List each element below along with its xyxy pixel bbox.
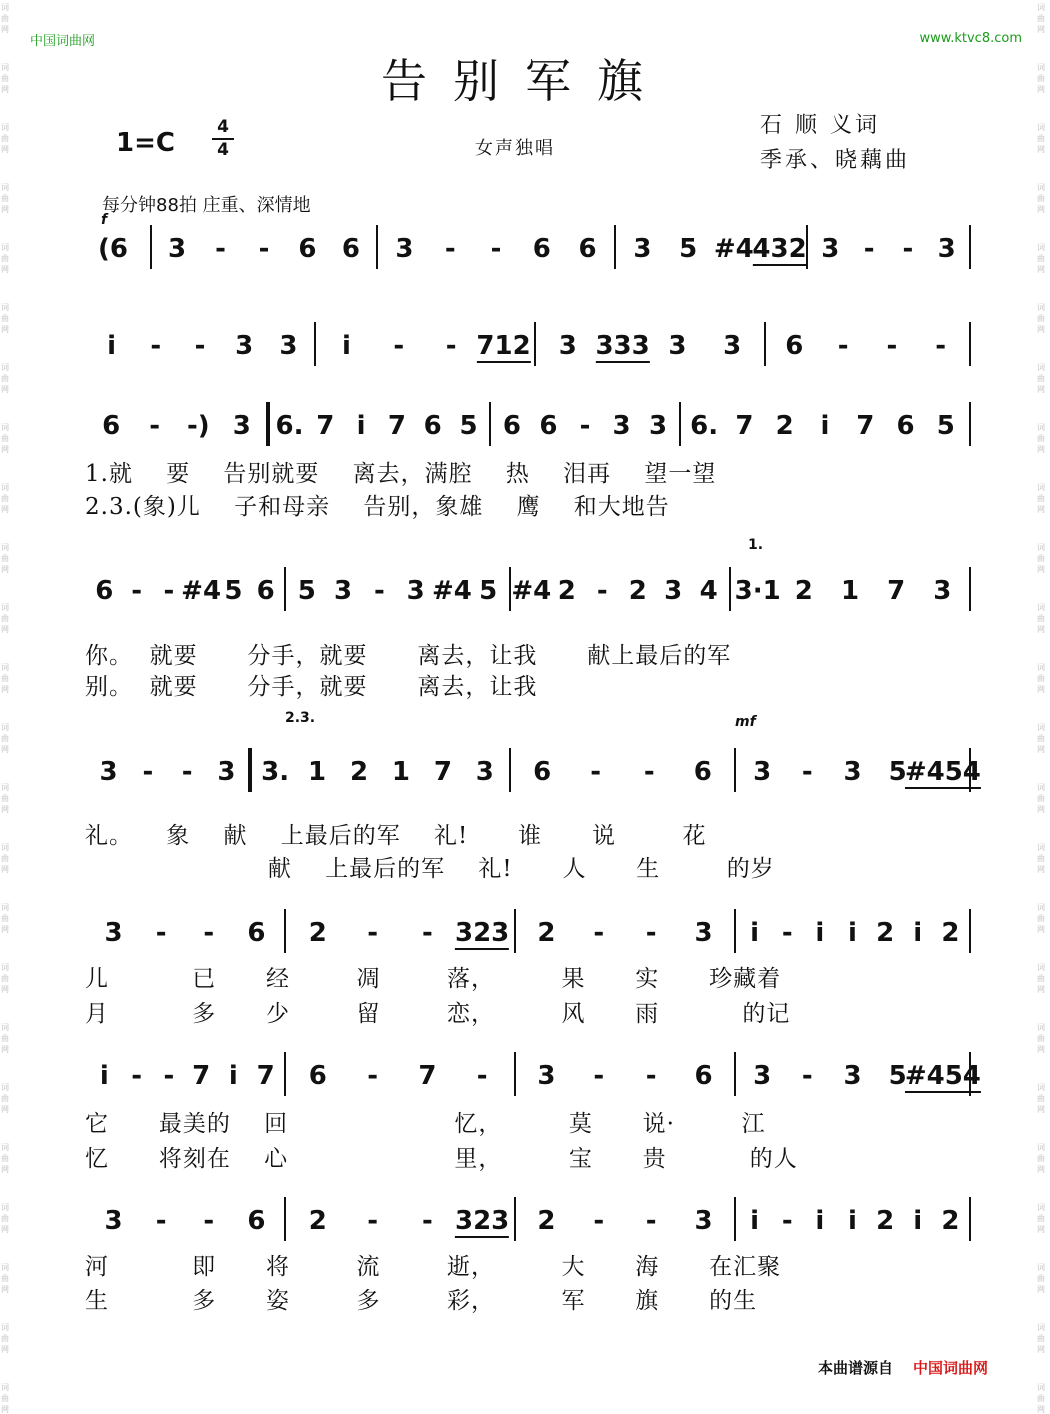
note: -	[781, 918, 793, 948]
music-row-6	[85, 915, 985, 955]
meter-bottom: 4	[217, 140, 229, 160]
note: 3	[723, 331, 742, 361]
source-footer	[818, 1357, 988, 1378]
note: -	[593, 1061, 605, 1091]
note: i	[815, 1206, 825, 1236]
note: -	[476, 1061, 488, 1091]
note: 6.	[690, 411, 719, 441]
note: 3	[279, 331, 298, 361]
note: 2	[628, 576, 647, 606]
note: -	[645, 1061, 657, 1091]
note: -	[593, 1206, 605, 1236]
note: 6	[578, 234, 597, 264]
note: -	[373, 576, 385, 606]
note: 2	[941, 1206, 960, 1236]
note: -	[131, 576, 143, 606]
note: 2	[876, 1206, 895, 1236]
note: 3	[753, 757, 772, 787]
site-url-right[interactable]: www.ktvc8.com	[919, 31, 1022, 46]
note: 7	[316, 411, 335, 441]
note: -	[935, 331, 947, 361]
note: 3	[612, 411, 631, 441]
note: 2	[876, 918, 895, 948]
note: 6	[308, 1061, 327, 1091]
note: -	[194, 331, 206, 361]
note: i	[107, 331, 116, 361]
note: -	[837, 331, 849, 361]
note: #4	[431, 576, 472, 606]
note: i	[750, 1206, 760, 1236]
note: 3	[104, 1206, 123, 1236]
note: 3	[843, 1061, 862, 1091]
note: (6	[98, 234, 128, 264]
note: -	[155, 918, 167, 948]
lyric-line-1-verse-1: 1.就 要 告别就要 离去，满腔 热 泪再 望一望	[85, 461, 717, 487]
lyric-line-1-verse-2: 2.3.(象)儿 子和母亲 告别，象雄 鹰 和大地告	[85, 494, 670, 520]
time-signature	[212, 118, 234, 160]
note: 323	[455, 918, 510, 948]
note: 6	[694, 1061, 713, 1091]
lyric-line-6-verse-1: 河 即 将 流 逝， 大 海 在汇聚	[85, 1254, 782, 1280]
music-row-2	[85, 328, 985, 368]
composer-credit: 季承、晓藕曲	[760, 148, 911, 173]
note: 2	[537, 1206, 556, 1236]
note: -	[155, 1206, 167, 1236]
note: 3	[395, 234, 414, 264]
music-row-3	[85, 408, 985, 448]
tempo-marking: 每分钟88拍 庄重、深情地	[102, 195, 311, 216]
lyric-line-4-verse-1: 儿 已 经 凋 落， 果 实 珍藏着	[85, 966, 782, 992]
note: -	[596, 576, 608, 606]
site-name-left[interactable]: 中国词曲网	[30, 34, 96, 49]
note: 7	[192, 1061, 211, 1091]
note: 5	[888, 1061, 907, 1091]
note: 5	[459, 411, 478, 441]
note: i	[848, 1206, 857, 1236]
note: i	[341, 331, 351, 361]
note: 3	[217, 757, 236, 787]
note: -	[579, 411, 591, 441]
note: 5	[297, 576, 316, 606]
note: 333	[595, 331, 650, 361]
note: i	[848, 918, 857, 948]
note: 2	[537, 918, 556, 948]
note: 3	[694, 918, 713, 948]
note: -	[421, 1206, 433, 1236]
note: 7	[256, 1061, 275, 1091]
song-title: 告别军旗	[381, 54, 669, 108]
note: 5	[936, 411, 955, 441]
lyric-line-5-verse-2: 忆 将刻在 心 里， 宝 贵 的人	[85, 1146, 798, 1172]
left-watermark-strip: 词 曲 网 词 曲 网 词 曲 网 词 曲 网 词 曲 网 词 曲 网 词 曲 网 词 曲 网 词 曲 网 词 曲 网 词 曲 网 词 曲 网 词 曲 网 词 曲 网 词 曲 网 词 曲 网 词 曲 网 词 曲 网 词 曲 网 词 曲 网 词 曲 网 词 曲 网 词 曲 网 词 曲 网	[1, 3, 9, 1414]
note: i	[228, 1061, 238, 1091]
note: -	[163, 1061, 175, 1091]
note: #454	[904, 1061, 981, 1091]
note: 3	[694, 1206, 713, 1236]
note: 3·1	[734, 576, 781, 606]
note: 3	[649, 411, 668, 441]
note: 3.	[261, 757, 290, 787]
note: -	[367, 918, 379, 948]
note: -	[590, 757, 602, 787]
note: i	[913, 1206, 923, 1236]
note: 3	[664, 576, 683, 606]
right-watermark-strip: 词 曲 网 词 曲 网 词 曲 网 词 曲 网 词 曲 网 词 曲 网 词 曲 网 词 曲 网 词 曲 网 词 曲 网 词 曲 网 词 曲 网 词 曲 网 词 曲 网 词 曲 网 词 曲 网 词 曲 网 词 曲 网 词 曲 网 词 曲 网 词 曲 网 词 曲 网 词 曲 网 词 曲 网	[1037, 3, 1045, 1414]
note: 2	[794, 576, 813, 606]
note: 3	[537, 1061, 556, 1091]
note: -	[801, 757, 813, 787]
note: 6	[785, 331, 804, 361]
note: -	[421, 918, 433, 948]
meter-top: 4	[217, 117, 229, 137]
note: #4	[511, 576, 552, 606]
note: -	[258, 234, 270, 264]
note: i	[99, 1061, 109, 1091]
lyric-line-5-verse-1: 它 最美的 回 忆， 莫 说· 江	[85, 1111, 766, 1137]
note: 3	[821, 234, 840, 264]
music-row-8	[85, 1203, 985, 1243]
note: 3	[633, 234, 652, 264]
note: 3	[843, 757, 862, 787]
note: i	[750, 918, 760, 948]
note: 3	[168, 234, 187, 264]
note: -	[645, 1206, 657, 1236]
note: #4	[181, 576, 222, 606]
note: -	[203, 918, 215, 948]
note: 7	[856, 411, 875, 441]
note: -	[886, 331, 898, 361]
note: 6	[298, 234, 317, 264]
note: #4	[713, 234, 754, 264]
note: -	[149, 411, 161, 441]
note: -	[643, 757, 655, 787]
note: 323	[455, 1206, 510, 1236]
lyric-line-6-verse-2: 生 多 姿 多 彩， 军 旗 的生	[85, 1288, 758, 1314]
music-row-7	[85, 1058, 985, 1098]
note: 3	[232, 411, 251, 441]
note: i	[913, 918, 923, 948]
note: -	[367, 1206, 379, 1236]
note: 1	[840, 576, 860, 606]
note: 3	[104, 918, 123, 948]
note: 3	[668, 331, 687, 361]
lyric-line-2-verse-1: 你。 就要 分手，就要 离去，让我 献上最后的军	[85, 643, 732, 669]
note: 1	[391, 757, 410, 787]
note: 7	[387, 411, 406, 441]
note: -	[142, 757, 154, 787]
note: 712	[476, 331, 531, 361]
note: -)	[186, 411, 210, 441]
note: 6	[247, 918, 266, 948]
note: i	[820, 411, 830, 441]
note: 3	[475, 757, 494, 787]
note: -	[593, 918, 605, 948]
note: 5	[479, 576, 498, 606]
note: -	[203, 1206, 215, 1236]
volta-23-label: 2.3.	[285, 710, 316, 726]
note: 5	[679, 234, 698, 264]
note: 7	[735, 411, 754, 441]
note: 6.	[275, 411, 304, 441]
note: 3	[99, 757, 118, 787]
note: 7	[887, 576, 906, 606]
key-signature: 1=C	[116, 128, 175, 158]
music-row-4	[85, 573, 985, 613]
note: 7	[433, 757, 452, 787]
note: 3	[933, 576, 952, 606]
note: 6	[532, 234, 551, 264]
note: 6	[102, 411, 121, 441]
note: 6	[423, 411, 442, 441]
note: 6	[533, 757, 552, 787]
note: -	[150, 331, 162, 361]
note: 6	[341, 234, 360, 264]
note: 3	[937, 234, 956, 264]
note: 5	[224, 576, 243, 606]
note: 6	[539, 411, 558, 441]
note: i	[356, 411, 366, 441]
note: 3	[334, 576, 353, 606]
volta-1-label: 1.	[748, 537, 764, 553]
note: 7	[418, 1061, 437, 1091]
note: i	[815, 918, 825, 948]
note: 3	[558, 331, 577, 361]
note: -	[367, 1061, 379, 1091]
note: 6	[896, 411, 915, 441]
performance-type: 女声独唱	[475, 138, 555, 159]
note: 2	[775, 411, 794, 441]
note: -	[393, 331, 405, 361]
note: -	[490, 234, 502, 264]
music-row-1	[85, 231, 985, 271]
note: -	[863, 234, 875, 264]
note: -	[645, 918, 657, 948]
note: 2	[941, 918, 960, 948]
note: -	[131, 1061, 143, 1091]
note: 432	[752, 234, 807, 264]
note: 1	[308, 757, 327, 787]
lyric-line-3-verse-2: 献 上最后的军 礼! 人 生 的岁	[85, 856, 775, 882]
note: 5	[888, 757, 907, 787]
lyric-line-2-verse-2: 别。 就要 分手，就要 离去，让我	[85, 674, 538, 700]
note: -	[902, 234, 914, 264]
note: 4	[699, 576, 718, 606]
note: -	[801, 1061, 813, 1091]
note: -	[181, 757, 193, 787]
note: -	[215, 234, 226, 264]
note: 3	[235, 331, 254, 361]
lyric-line-3-verse-1: 礼。 象 献 上最后的军 礼! 谁 说 花	[85, 823, 707, 849]
note: 6	[95, 576, 114, 606]
lyricist-credit: 石 顺 义词	[760, 113, 880, 138]
note: 6	[693, 757, 712, 787]
lyric-line-4-verse-2: 月 多 少 留 恋， 风 雨 的记	[85, 1001, 791, 1027]
note: 2	[308, 1206, 327, 1236]
note: 6	[256, 576, 275, 606]
mezzo-forte-mark: mf	[735, 714, 756, 730]
note: 2	[349, 757, 369, 787]
note: 2	[308, 918, 327, 948]
source-site[interactable]: 中国词曲网	[913, 1359, 989, 1377]
source-label: 本曲谱源自	[818, 1359, 894, 1377]
forte-mark: f	[101, 212, 108, 228]
note: 6	[247, 1206, 266, 1236]
note: 6	[502, 411, 521, 441]
music-row-5	[85, 754, 985, 794]
note: -	[444, 234, 456, 264]
note: -	[781, 1206, 793, 1236]
note: -	[163, 576, 175, 606]
note: 3	[406, 576, 425, 606]
note: #454	[904, 757, 981, 787]
note: 3	[753, 1061, 772, 1091]
note: -	[445, 331, 457, 361]
note: 2	[557, 576, 576, 606]
